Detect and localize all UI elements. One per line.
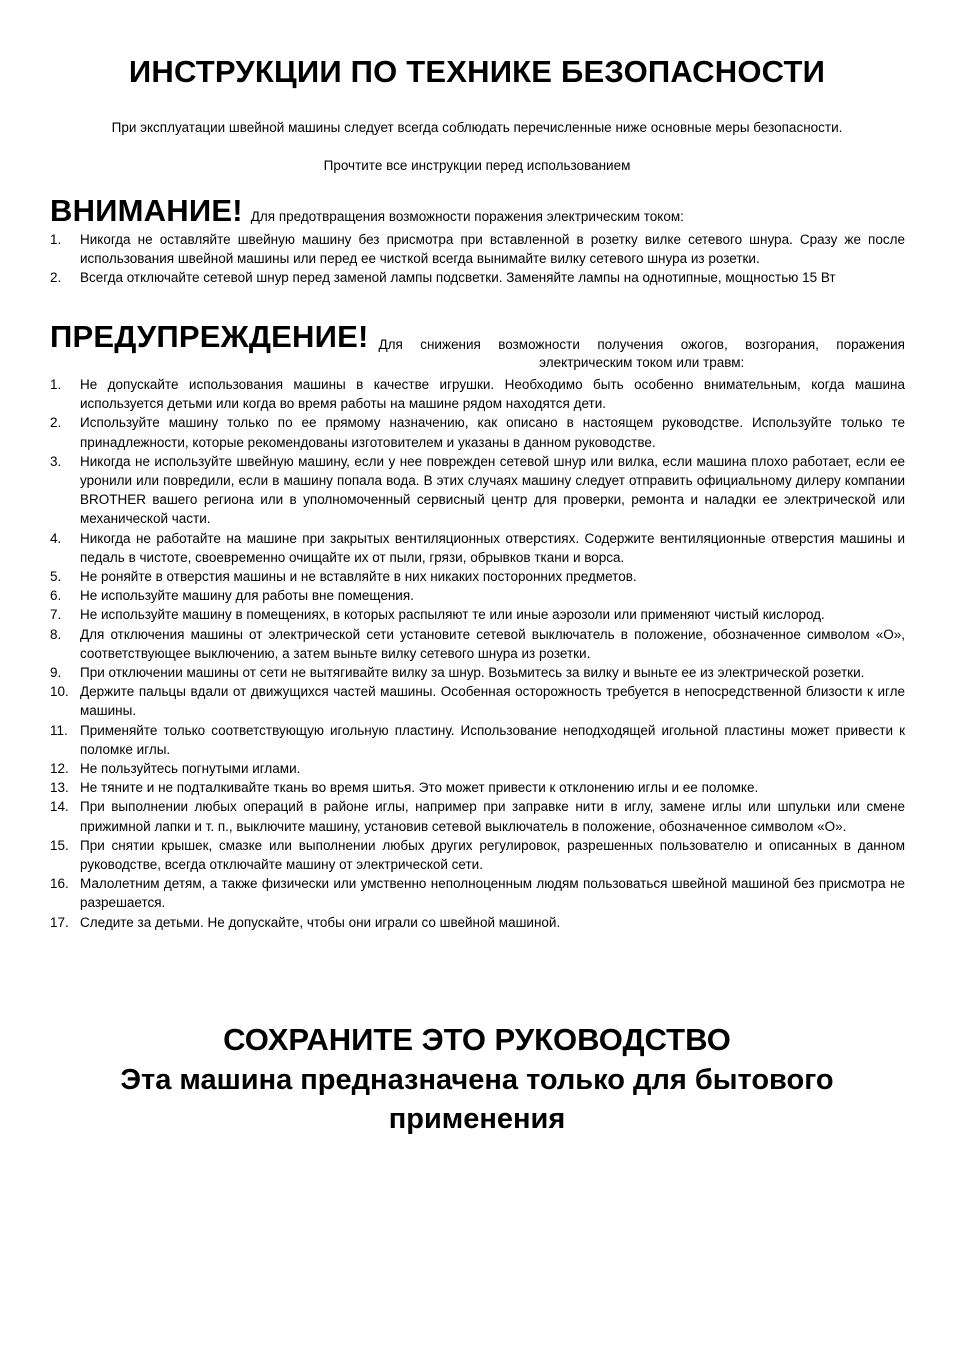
list-item — [50, 230, 905, 268]
item-text: Не пользуйтесь погнутыми иглами. — [80, 761, 301, 777]
list-item — [50, 797, 905, 835]
warning-note: Для снижения возможности получения ожогов, возгорания, поражения электрическим током или травм: — [378, 337, 905, 370]
list-item — [50, 721, 905, 759]
item-text: Для отключения машины от электрической сети установите сетевой выключатель в положение, обозначенное символом «O», соответствующее выключению, а затем выньте вилку сетевого шнура из розетки. — [80, 626, 905, 661]
item-text: Не тяните и не подталкивайте ткань во время шитья. Это может привести к отклонению иглы и ее поломке. — [80, 780, 759, 796]
item-number: 11. — [50, 722, 68, 738]
item-number: 13. — [50, 780, 69, 796]
warning-list — [50, 375, 905, 932]
item-number: 9. — [50, 665, 62, 681]
list-item — [50, 836, 905, 874]
page-title: ИНСТРУКЦИИ ПО ТЕХНИКЕ БЕЗОПАСНОСТИ — [128, 54, 826, 89]
list-item — [50, 682, 905, 720]
warning-heading: ПРЕДУПРЕЖДЕНИЕ! — [50, 319, 369, 354]
household-use-note: Эта машина предназначена только для бытового применения — [120, 1064, 834, 1135]
list-item — [50, 567, 905, 586]
item-number: 6. — [50, 588, 62, 604]
item-text: При выполнении любых операций в районе иглы, например при заправке нити в иглу, замене иглы или шпульки или смене прижимной лапки и т. п., выключите машину, установив сетевой выключатель в положение, обозначенное символом «O». — [80, 799, 905, 834]
item-number: 2. — [50, 270, 62, 286]
list-item — [50, 605, 905, 624]
list-item — [50, 663, 905, 682]
item-text: При отключении машины от сети не вытягивайте вилку за шнур. Возьмитесь за вилку и выньте ее из электрической розетки. — [80, 665, 865, 681]
item-number: 17. — [50, 914, 69, 930]
item-number: 2. — [50, 415, 62, 431]
item-number: 3. — [50, 453, 62, 469]
read-all-text: Прочтите все инструкции перед использованием — [323, 158, 631, 173]
item-text: Всегда отключайте сетевой шнур перед заменой лампы подсветки. Заменяйте лампы на однотипные, мощностью 15 Вт — [80, 270, 836, 286]
item-text: Не допускайте использования машины в качестве игрушки. Необходимо быть особенно внимательным, когда машина используется детьми или когда во время работы на машине рядом находятся дети. — [80, 377, 905, 412]
item-number: 15. — [50, 837, 69, 853]
attention-list — [50, 230, 905, 288]
list-item — [50, 375, 905, 413]
item-number: 1. — [50, 232, 62, 247]
list-item — [50, 625, 905, 663]
warning-header — [50, 319, 905, 372]
list-item — [50, 874, 905, 912]
item-text: Не используйте машину в помещениях, в которых распыляют те или иные аэрозоли или применяют чистый кислород. — [80, 607, 825, 623]
item-text: Никогда не работайте на машине при закрытых вентиляционных отверстиях. Содержите вентиляционные отверстия машины и педаль в чистоте, своевременно очищайте их от пыли, грязи, обрывков ткани и ворса. — [80, 530, 905, 565]
list-item — [50, 778, 905, 797]
item-number: 4. — [50, 530, 62, 546]
item-text: Малолетним детям, а также физически или умственно неполноценным людям пользоваться швейной машиной без присмотра не разрешается. — [80, 876, 905, 911]
list-item — [50, 452, 905, 529]
item-text: Держите пальцы вдали от движущихся частей машины. Особенная осторожность требуется в непосредственной близости к игле машины. — [80, 684, 905, 719]
list-item — [50, 413, 905, 451]
item-number: 5. — [50, 569, 62, 585]
item-number: 16. — [50, 876, 69, 892]
item-text: Следите за детьми. Не допускайте, чтобы они играли со швейной машиной. — [80, 914, 561, 930]
list-item — [50, 759, 905, 778]
attention-heading: ВНИМАНИЕ! — [50, 193, 243, 228]
item-number: 1. — [50, 377, 62, 392]
item-number: 10. — [50, 684, 69, 700]
attention-note: Для предотвращения возможности поражения электрическим током: — [250, 209, 684, 224]
item-text: При снятии крышек, смазке или выполнении любых других регулировок, разрешенных пользователю и описанных в данном руководстве, всегда отключайте машину от электрической сети. — [80, 837, 905, 873]
list-item — [50, 529, 905, 567]
item-text: Не используйте машину для работы вне помещения. — [80, 588, 414, 604]
list-item — [50, 586, 905, 605]
item-text: Не роняйте в отверстия машины и не вставляйте в них никаких посторонних предметов. — [80, 569, 637, 585]
item-text: Применяйте только соответствующую игольную пластину. Использование неподходящей игольной пластины может привести к поломке иглы. — [80, 722, 905, 757]
list-item — [50, 913, 905, 932]
list-item — [50, 268, 905, 287]
item-number: 14. — [50, 799, 69, 815]
item-text: Никогда не используйте швейную машину, если у нее поврежден сетевой шнур или вилка, если машина плохо работает, если ее уронили или повредили, если в машину попала вода. В этих случаях машину следует отправить официальному дилеру компании BROTHER вашего региона или в уполномоченный сервисный центр для проверки, ремонта и наладки ее электрической или механической части. — [80, 453, 905, 527]
item-number: 12. — [50, 761, 69, 777]
save-manual-title: СОХРАНИТЕ ЭТО РУКОВОДСТВО — [223, 1022, 731, 1057]
item-number: 7. — [50, 607, 62, 623]
item-text: Используйте машину только по ее прямому назначению, как описано в настоящем руководстве. Используйте только те принадлежности, которые рекомендованы изготовителем и указаны в данном руководстве. — [80, 415, 905, 450]
item-number: 8. — [50, 626, 62, 642]
attention-header — [50, 193, 905, 229]
intro-text: При эксплуатации швейной машины следует всегда соблюдать перечисленные ниже основные меры безопасности. — [111, 120, 843, 135]
item-text: Никогда не оставляйте швейную машину без присмотра при вставленной в розетку вилке сетевого шнура. Сразу же после использования швейной машины или перед ее чисткой всегда вынимайте вилку сетевого шнура из розетки. — [80, 232, 905, 267]
